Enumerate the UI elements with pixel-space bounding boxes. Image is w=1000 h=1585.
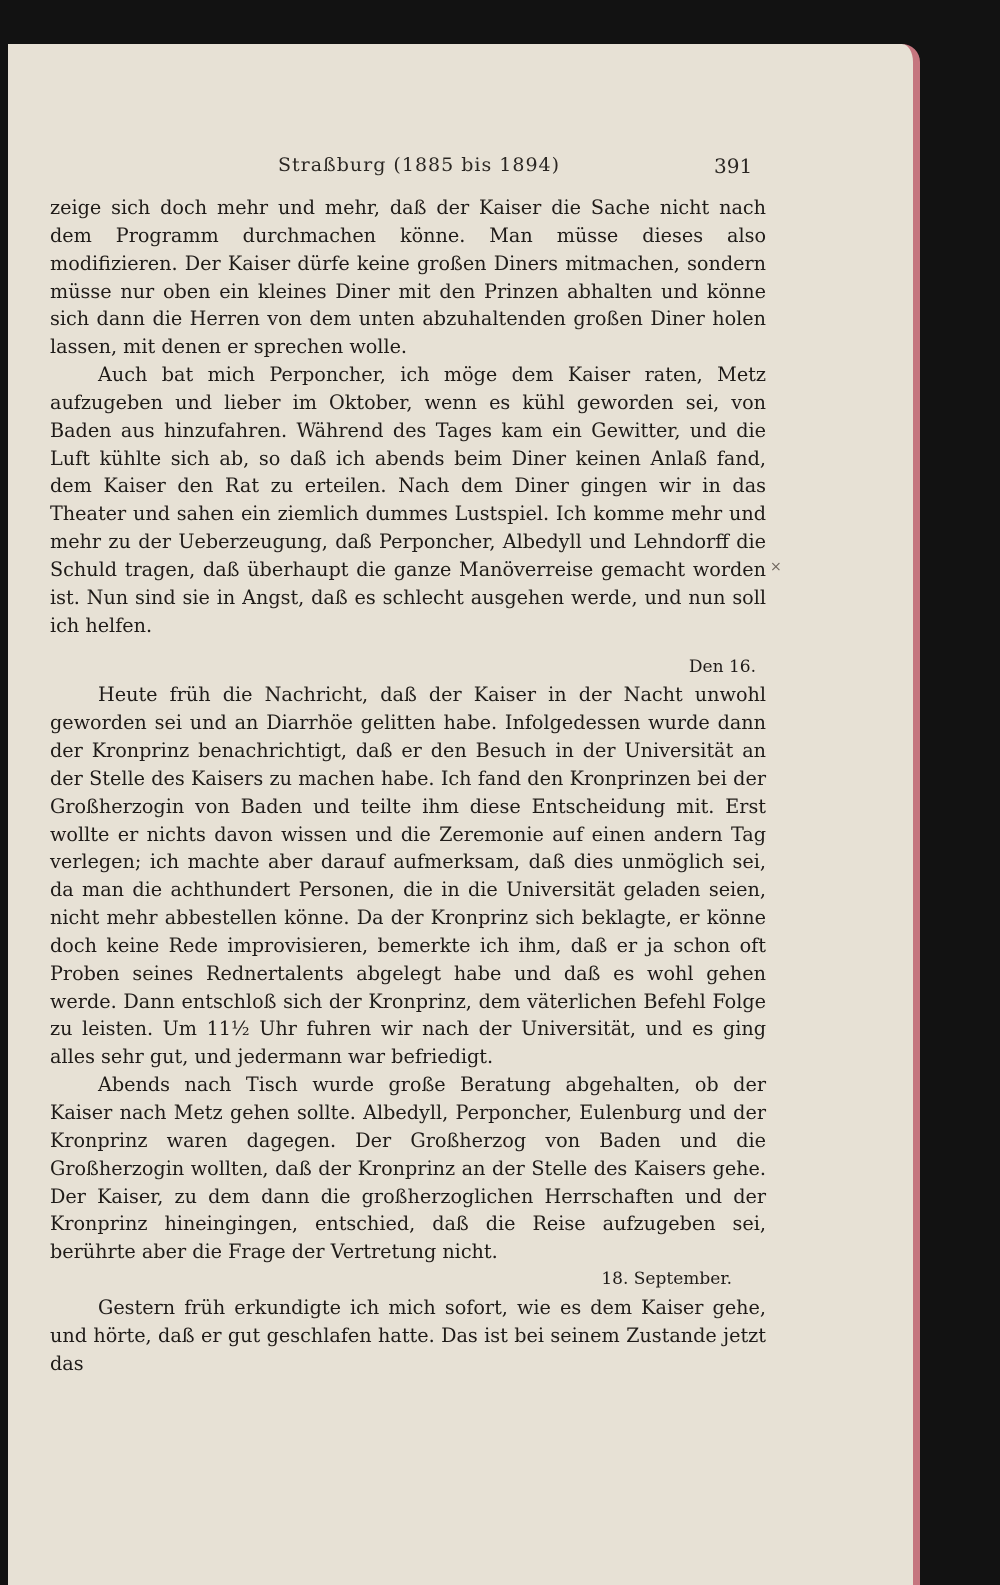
paragraph-3: Heute früh die Nachricht, daß der Kaiser in der Nacht unwohl geworden sei und an Diarrhöe gelitten habe. Infolgedessen wurde dann der Kronprinz benachrichtigt, daß er den Besuch in der Universität an der Stelle des Kaisers zu machen habe. Ich fand den Kronprinzen bei der Großherzogin von Baden und teilte ihm diese Entscheidung mit. Erst wollte er nichts davon wissen und die Zeremonie auf einen andern Tag verlegen; ich machte aber darauf aufmerksam, daß dies unmöglich sei, da man die achthundert Personen, die in die Universität geladen seien, nicht mehr abbestellen könne. Da der Kronprinz sich beklagte, er könne doch keine Rede improvisieren, bemerkte ich ihm, daß er ja schon oft Proben seines Rednertalents abgelegt habe und daß es wohl gehen werde. Dann entschloß sich der Kronprinz, dem väterlichen Befehl Folge zu leisten. Um 11½ Uhr fuhren wir nach der Universität, und es ging alles sehr gut, und jedermann war befriedigt. xyxy=(50,683,766,1069)
paragraph-1: zeige sich doch mehr und mehr, daß der Kaiser die Sache nicht nach dem Programm durchmachen könne. Man müsse dieses also modifizieren. Der Kaiser dürfe keine großen Diners mitmachen, sondern müsse nur oben ein kleines Diner mit den Prinzen abhalten und könne sich dann die Herren von dem unten abzuhaltenden großen Diner holen lassen, mit denen er sprechen wolle. xyxy=(50,196,766,359)
paragraph-2: Auch bat mich Perponcher, ich möge dem Kaiser raten, Metz aufzugeben und lieber im Oktober, wenn es kühl geworden sei, von Baden aus hinzufahren. Während des Tages kam ein Gewitter, und die Luft kühlte sich ab, so daß ich abends beim Diner keinen Anlaß fand, dem Kaiser den Rat zu erteilen. Nach dem Diner gingen wir in das Theater und sahen ein ziemlich dummes Lustspiel. Ich komme mehr und mehr zu der Ueberzeugung, daß Perponcher, Albedyll und Lehndorff die Schuld tragen, daß überhaupt die ganze Manöverreise gemacht worden ist. Nun sind sie in Angst, daß es schlecht ausgehen werde, und nun soll ich helfen. xyxy=(50,363,766,637)
margin-mark: × xyxy=(770,559,782,575)
page-number: 391 xyxy=(714,154,753,178)
paragraph-4: Abends nach Tisch wurde große Beratung abgehalten, ob der Kaiser nach Metz gehen sollte. Albedyll, Perponcher, Eulenburg und der Kronprinz waren dagegen. Der Großherzog von Baden und die Großherzogin wollten, daß der Kronprinz an der Stelle des Kaisers gehe. Der Kaiser, zu dem dann die großherzoglichen Herrschaften und der Kronprinz hineingingen, entschied, daß die Reise aufzugeben sei, berührte aber die Frage der Vertretung nicht. xyxy=(50,1073,766,1264)
book-page xyxy=(8,44,920,1585)
date-heading-18-september: 18. September. xyxy=(601,1269,732,1290)
date-heading-16: Den 16. xyxy=(688,656,756,677)
paragraph-5: Gestern früh erkundigte ich mich sofort, wie es dem Kaiser gehe, und hörte, daß er gut geschlafen hatte. Das ist bei seinem Zustande jetzt das xyxy=(50,1295,766,1375)
page-header xyxy=(8,154,908,184)
running-head: Straßburg (1885 bis 1894) xyxy=(278,154,561,176)
page-body xyxy=(50,194,766,1377)
